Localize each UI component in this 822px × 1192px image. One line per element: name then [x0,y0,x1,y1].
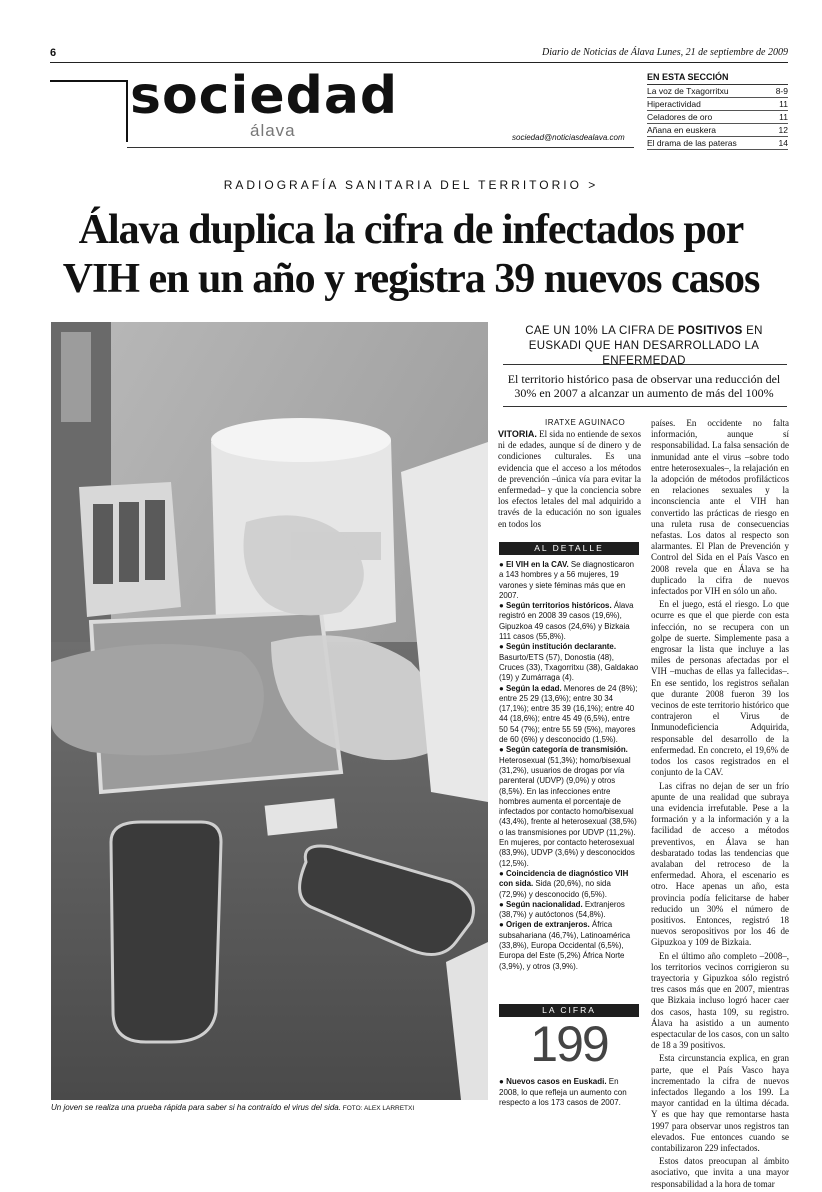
top-rule [50,62,788,63]
index-item[interactable]: Celadores de oro 11 [647,112,788,122]
index-item[interactable]: Añana en euskera 12 [647,125,788,135]
photo-caption: Un joven se realiza una prueba rápida para saber si ha contraído el virus del sida. FOTO: ALEX LARRETXI [51,1103,415,1112]
cifra-number: 199 [530,1016,608,1072]
publication-line: Diario de Noticias de Álava Lunes, 21 de septiembre de 2009 [542,47,788,58]
section-title: sociedad [130,66,399,126]
section-email[interactable]: sociedad@noticiasdealava.com [512,133,625,142]
body-column-2: países. En occidente no falta información, aunque sí responsabilidad. La falsa sensación de inmunidad ante el virus –sobre todo entre heterosexuales–, la relajación en la adopción de métodos profilácticos en relaciones sexuales y la inconsciencia ante el VIH han convertido las prácticas de riesgo en una ruleta rusa de consecuencias nefastas. Los datos al respecto son alarmantes. El Plan de Prevención y Control del Sida en el País Vasco en 2008 revela que en Álava se ha duplicado la cifra de nuevos infectados por VIH en sólo un año. En el juego, está el riesgo. Lo que ocurre es que el que pierde con esta infección, no se recupera con un golpe de suerte. Simplemente pasa a engrosar la lista que incluye a las miles de personas afectadas por el VIH –muchas de ellas ya fallecidas–. En ese sentido, los registros señalan que durante 2008 fueron 39 los vecinos de este territorio histórico que contrajeron el Virus de Inmunodeficiencia Adquirida, responsable del desarrollo de la enfermedad. En concreto, el 19,6% de todos los casos registrados en el conjunto de la CAV. Las cifras no dejan de ser un frío apunte de una realidad que subraya una evidencia irrefutable. Pese a la formación y a la información y a la facilidad de acceso a métodos preventivos, en Álava se han desbaratado todas las tendencias que avalaban del retroceso de la enfermedad. Ahora, el escenario es otro. Hace apenas un año, esta provincia podía felicitarse de haber reducido un 30% el número de positivos. Entonces, registró 18 nuevos seropositivos por los 46 de Gipuzkoa y 109 de Bizkaia. En el último año completo –2008–, los territorios vecinos corrigieron su trayectoria y Gipuzkoa sólo registró tres casos más que en 2007, mientras que Bizkaia incluso logró hacer caer dos casos, hasta 109, su registro. Álava ha asistido a un aumento espectacular de los casos, con un salto de 18 a 39 positivos. Esta circunstancia explica, en gran parte, que el País Vasco haya incrementado la cifra de nuevos infectados llegando a los 199. La mayor cantidad en la última década. Y es que hay que remontarse hasta 1997 para observar unos registros tan elevados. Fue entonces cuando se contabilizaron 229 infectados. Estos datos preocupan al ámbito asociativo, que invita a una mayor responsabilidad a la hora de tomar [651,418,789,1189]
list-item: ● Según la edad. Menores de 24 (8%); entre 25 29 (13,6%); entre 30 34 (17,1%); entre 35 39 (16,1%); entre 40 44 (18,6%); entre 45 49 (6,5%), entre 50 54 (7%); entre 55 59 (5%), mayores de 60 (6%) y desconocido (1,5%). [499,683,638,745]
deck-rule [503,364,787,365]
detalle-list [499,560,639,972]
deck-rule [503,406,787,407]
list-item: ● Origen de extranjeros. África subsahariana (46,7%), Latinoamérica (33,8%), Europa Occidental (6,5%), Europa del Este (5,2%) África Norte (3,9%), y otros (3,9%). [499,920,631,971]
article-photo [51,322,488,1100]
list-item: ● Según territorios históricos. Álava registró en 2008 39 casos (19,6%), Gipuzkoa 49 casos (24,6%) y Bizkaia 111 casos (55,8%). [499,601,634,642]
body-column-1: VITORIA. El sida no entiende de sexos ni de edades, aunque sí de dinero y de condiciones culturales. Es una evidencia que el acceso a los métodos de prevención –única vía para evitar la enfermedad– y que la conciencia sobre los efectos letales del mal adquirido a través de la educación no son iguales en todos los [498,429,641,529]
page-number: 6 [50,47,57,59]
index-item[interactable]: Hiperactividad 11 [647,99,788,109]
section-index [647,72,788,150]
detalle-title: AL DETALLE [499,542,639,555]
list-item: ● El VIH en la CAV. Se diagnosticaron a 143 hombres y a 56 mujeres, 19 varones y siete féminas más que en 2007. [499,560,635,600]
byline: IRATXE AGUINACO [545,418,626,427]
photo-credit: FOTO: ALEX LARRETXI [340,1105,415,1112]
deck: El territorio histórico pasa de observar una reducción del 30% en 2007 a alcanzar un aumento de más del 100% [507,372,781,400]
headline: Álava duplica la cifra de infectados por VIH en un año y registra 39 nuevos casos [62,207,760,302]
cifra-note: ● Nuevos casos en Euskadi. En 2008, lo que refleja un aumento con respecto a los 173 casos de 2007. [499,1077,627,1107]
list-item: ● Según institución declarante. Basurto/ETS (57), Donostia (48), Cruces (33), Txagorritxu (38), Galdakao (19) y Zumárraga (4). [499,642,639,683]
list-item: ● Coincidencia de diagnóstico VIH con sida. Sida (20,6%), no sida (72,9%) y desconocido (6,5%). [499,868,629,899]
list-item: ● Según nacionalidad. Extranjeros (38,7%) y autóctonos (54,8%). [499,899,625,920]
cifra-title: LA CIFRA [499,1004,639,1017]
list-item: ● Según categoría de transmisión. Heterosexual (51,3%); homo/bisexual (31,2%), usuarios de drogas por vía parenteral (UDVP) (9,0%) y otros (8,5%). En las infecciones entre hombres aumenta el porcentaje de infectados por contacto homo/bisexual (43,4%), frente al heterosexual (38,5%) o las transmisiones por UDVP (11,2%). En mujeres, por contacto heterosexual (83,9%), UDVP (3,6%) y desconocidos (12,5%). [499,745,637,868]
subheadline: CAE UN 10% LA CIFRA DE POSITIVOS EN EUSKADI QUE HAN DESARROLLADO LA ENFERMEDAD [525,325,763,367]
index-title: EN ESTA SECCIÓN [647,72,788,85]
section-subtitle: álava [250,121,296,140]
index-item[interactable]: La voz de Txagorritxu 8-9 [647,86,788,96]
section-rule [127,147,634,148]
kicker: RADIOGRAFÍA SANITARIA DEL TERRITORIO > [223,178,599,192]
index-item[interactable]: El drama de las pateras 14 [647,138,788,148]
